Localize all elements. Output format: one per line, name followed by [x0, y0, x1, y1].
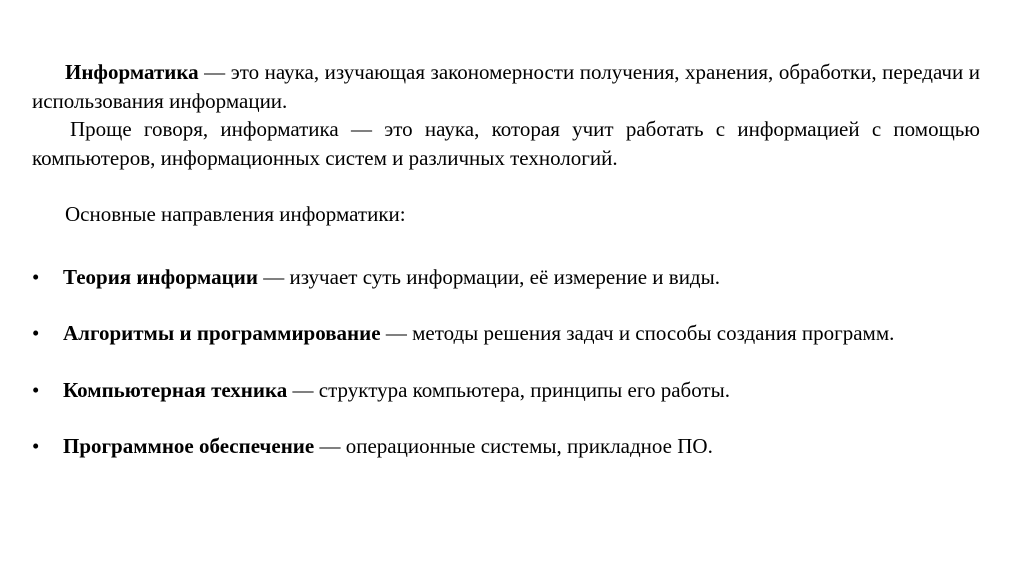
- definition-text: — это наука, изучающая закономерности получения, хранения, обработки, передачи и использования информации.: [32, 60, 980, 113]
- list-item: [32, 319, 980, 348]
- definition-paragraph: [32, 58, 980, 115]
- direction-term: Алгоритмы и программирование: [63, 321, 381, 345]
- directions-heading: Основные направления информатики:: [65, 202, 406, 226]
- direction-description: — структура компьютера, принципы его работы.: [287, 377, 730, 402]
- bullet-icon: •: [32, 321, 40, 345]
- directions-list: [32, 263, 980, 461]
- list-item: [32, 263, 980, 292]
- direction-description: — операционные системы, прикладное ПО.: [314, 434, 713, 458]
- list-item: [32, 376, 980, 405]
- bullet-icon: •: [32, 377, 40, 402]
- direction-term: Программное обеспечение: [63, 434, 315, 458]
- direction-description: — изучает суть информации, её измерение и виды.: [257, 264, 720, 289]
- definition-term: Информатика: [65, 60, 199, 84]
- direction-description: — методы решения задач и способы создания программ.: [380, 321, 895, 345]
- simple-explanation-paragraph: Проще говоря, информатика — это наука, которая учит работать с информацией с помощью компьютеров, информационных систем и различных технологий.: [32, 117, 980, 170]
- direction-term: Теория информации: [63, 264, 258, 289]
- list-item: [32, 432, 980, 461]
- bullet-icon: •: [32, 434, 40, 458]
- direction-term: Компьютерная техника: [63, 377, 288, 402]
- slide-text-block: [32, 58, 980, 461]
- bullet-icon: •: [32, 264, 40, 289]
